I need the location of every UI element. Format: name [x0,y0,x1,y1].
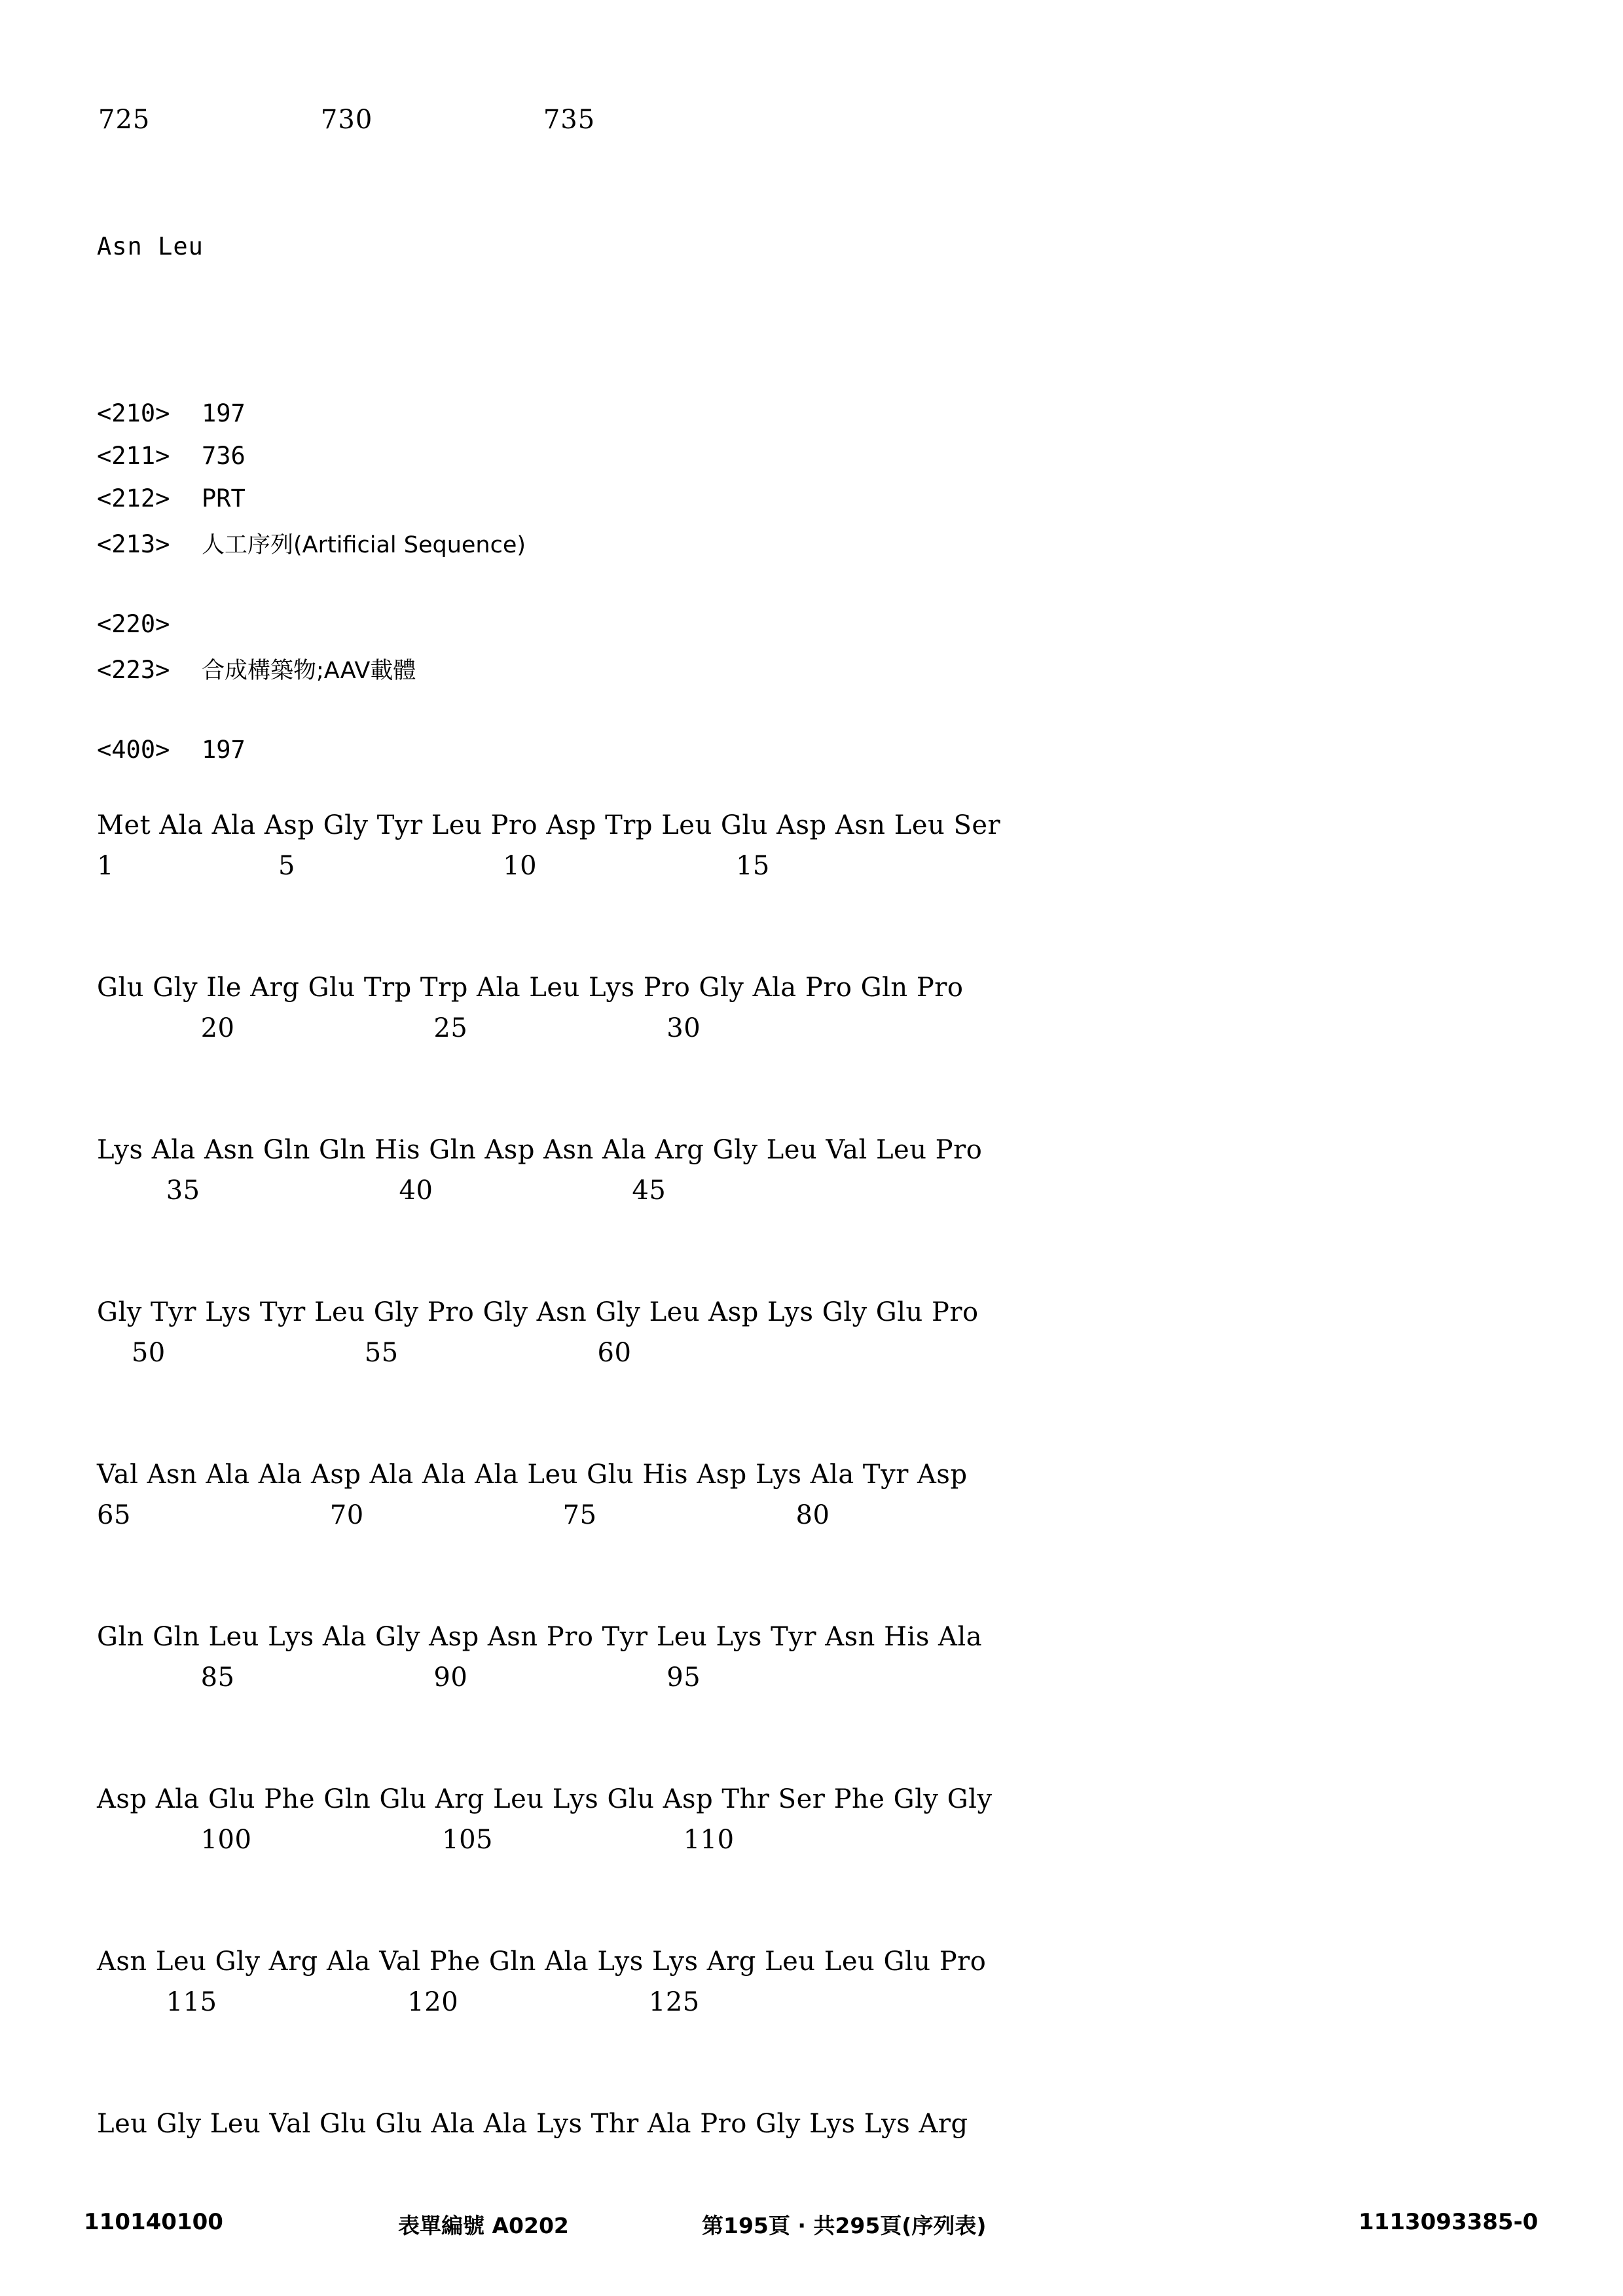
residue-number-row: 50 55 60 [97,1338,632,1368]
tag-number: <223> [97,656,170,684]
residue-row: Lys Ala Asn Gln Gln His Gln Asp Asn Ala Arg Gly Leu Val Leu Pro [97,1135,983,1165]
tag-number: <213> [97,530,170,558]
residue-row: Glu Gly Ile Arg Glu Trp Trp Ala Leu Lys Pro Gly Ala Pro Gln Pro [97,973,964,1003]
residue-number-row: 85 90 95 [97,1662,701,1693]
tag-row-212 [97,484,1144,527]
residue-row: Gly Tyr Lys Tyr Leu Gly Pro Gly Asn Gly Leu Asp Lys Gly Glu Pro [97,1297,979,1327]
tag-number: <400> [97,736,170,764]
sequence-block [97,1292,1079,1416]
residue-number-row: 35 40 45 [97,1175,666,1206]
tag-number: <210> [97,399,170,427]
sequence-block [97,1617,1079,1741]
tag-row-220 [97,610,1144,653]
residue-number-row: 1 5 10 15 [97,851,770,881]
tag-spacer [97,695,1144,736]
continued-residue-line: Asn Leu [97,232,204,260]
residue-row: Val Asn Ala Ala Asp Ala Ala Ala Leu Glu His Asp Lys Ala Tyr Asp [97,1460,968,1490]
tag-value: 人工序列(Artificial Sequence) [202,532,526,558]
residue-number-row: 20 25 30 [97,1013,701,1043]
residue-row: Leu Gly Leu Val Glu Glu Ala Ala Lys Thr Ala Pro Gly Lys Lys Arg [97,2109,968,2139]
residue-row: Asn Leu Gly Arg Ala Val Phe Gln Ala Lys Lys Arg Leu Leu Glu Pro [97,1946,987,1977]
tag-value: 合成構築物;AAV載體 [202,658,416,684]
residue-row: Asp Ala Glu Phe Gln Glu Arg Leu Lys Glu Asp Thr Ser Phe Gly Gly [97,1784,993,1814]
sequence-block [97,1941,1079,2066]
sequence-block [97,1454,1079,1579]
tag-number: <212> [97,484,170,512]
tag-row-210 [97,399,1144,442]
sequence-block [97,1130,1079,1254]
footer-application-number: 110140100 [84,2209,223,2235]
residue-number-row: 100 105 110 [97,1825,735,1855]
sequence-block [97,1779,1079,1903]
residue-number-row: 115 120 125 [97,1987,700,2017]
tag-value: 197 [202,399,246,427]
page-footer [0,2209,1623,2248]
tag-number: <220> [97,610,170,638]
residue-number-row [97,2144,1079,2185]
footer-document-code: 1113093385-0 [1359,2209,1539,2235]
footer-page-indicator: 第195頁 · 共295頁(序列表) [702,2213,987,2238]
tag-value: 197 [202,736,246,764]
tag-row-400 [97,736,1144,778]
tag-row-213 [97,527,1144,569]
tag-row-223 [97,653,1144,695]
tag-spacer [97,569,1144,610]
sequence-block [97,805,1079,929]
residue-row: Gln Gln Leu Lys Ala Gly Asp Asn Pro Tyr Leu Lys Tyr Asn His Ala [97,1622,983,1652]
tag-value: PRT [202,484,246,512]
sequence-listing [97,805,1079,2266]
tag-number: <211> [97,442,170,470]
sequence-block [97,967,1079,1092]
sequence-tag-block [97,399,1144,778]
top-residue-numbers: 725 730 735 [98,105,596,135]
tag-row-211 [97,442,1144,484]
residue-row: Met Ala Ala Asp Gly Tyr Leu Pro Asp Trp Leu Glu Asp Asn Leu Ser [97,810,1001,840]
tag-value: 736 [202,442,246,470]
residue-number-row: 65 70 75 80 [97,1500,830,1530]
footer-form-number: 表單編號 A0202 [398,2213,569,2238]
